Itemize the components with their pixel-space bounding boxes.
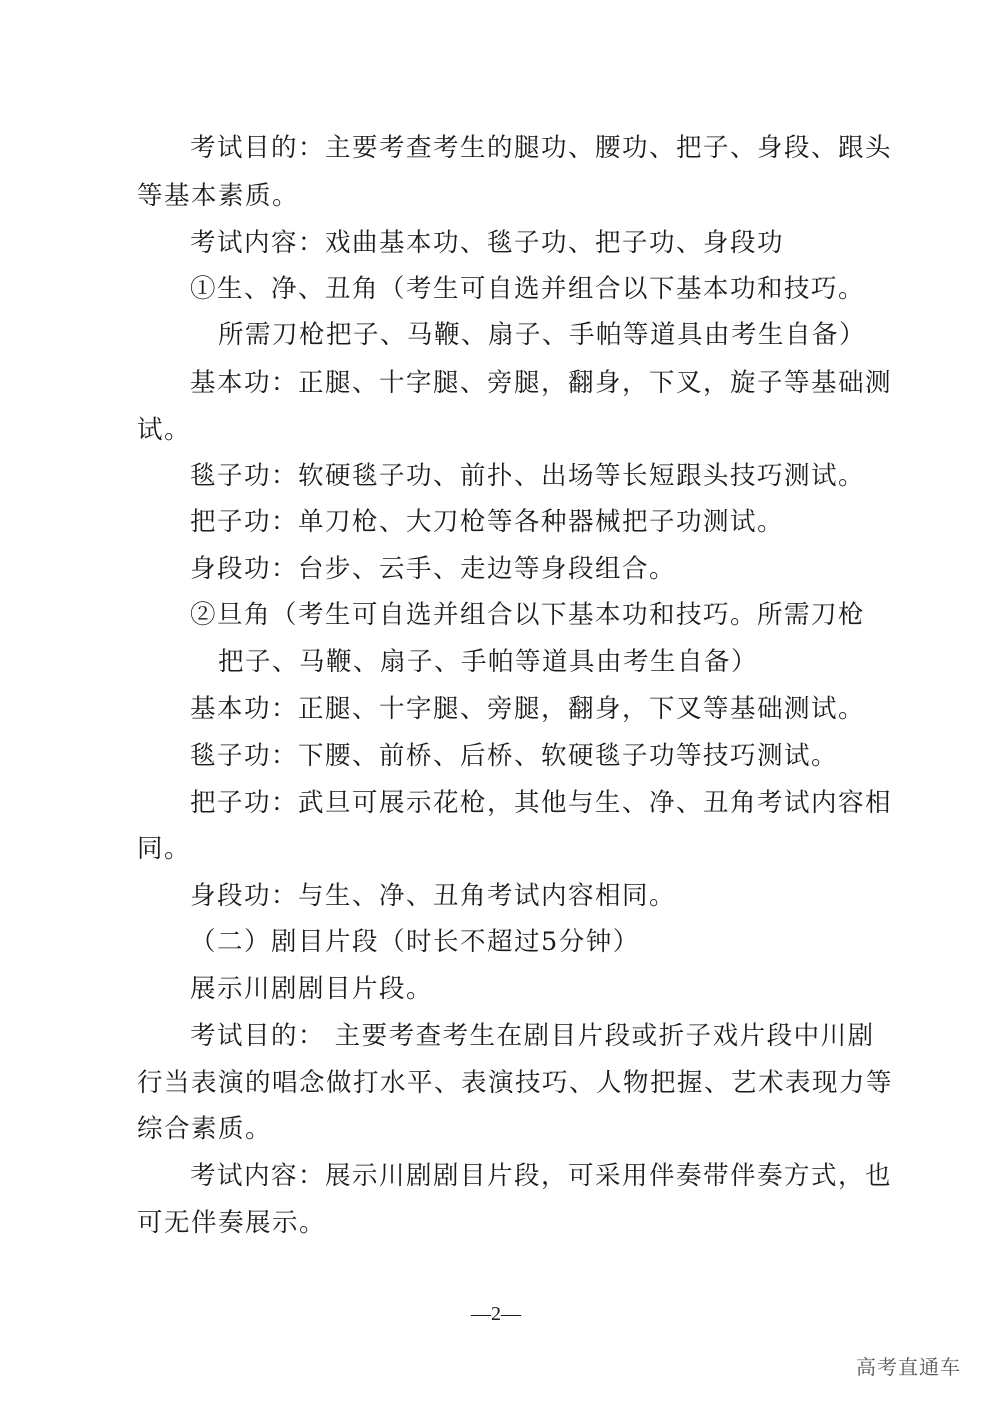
text-line: ①生、净、丑角（考生可自选并组合以下基本功和技巧。 — [190, 274, 866, 304]
text-line: 把子、马鞭、扇子、手帕等道具由考生自备） — [218, 647, 759, 677]
text-line: 把子功：武旦可展示花枪，其他与生、净、丑角考试内容相 — [190, 788, 893, 818]
section-heading: （二）剧目片段（时长不超过5分钟） — [190, 927, 640, 957]
text-line: 把子功：单刀枪、大刀枪等各种器械把子功测试。 — [190, 507, 785, 537]
text-line: 毯子功：下腰、前桥、后桥、软硬毯子功等技巧测试。 — [190, 741, 839, 771]
text-line: 基本功：正腿、十字腿、旁腿，翻身，下叉等基础测试。 — [190, 694, 866, 724]
text-line: 考试目的： 主要考查考生在剧目片段或折子戏片段中川剧 — [190, 1021, 875, 1051]
text-line: 同。 — [137, 834, 192, 864]
text-line: 行当表演的唱念做打水平、表演技巧、人物把握、艺术表现力等 — [137, 1068, 894, 1098]
text-line: 身段功：与生、净、丑角考试内容相同。 — [190, 881, 677, 911]
text-line: 可无伴奏展示。 — [137, 1208, 327, 1238]
text-line: 综合素质。 — [137, 1114, 273, 1144]
text-line: 试。 — [137, 415, 192, 445]
text-line: 考试内容：展示川剧剧目片段，可采用伴奏带伴奏方式，也 — [190, 1161, 893, 1191]
watermark-text: 高考直通车 — [856, 1355, 961, 1379]
text-line: 毯子功：软硬毯子功、前扑、出场等长短跟头技巧测试。 — [190, 461, 866, 491]
text-line: 身段功：台步、云手、走边等身段组合。 — [190, 554, 677, 584]
text-line: 考试内容：戏曲基本功、毯子功、把子功、身段功 — [190, 228, 785, 258]
text-line: 考试目的：主要考查考生的腿功、腰功、把子、身段、跟头 — [190, 133, 893, 163]
text-line: 展示川剧剧目片段。 — [190, 974, 434, 1004]
text-line: 基本功：正腿、十字腿、旁腿，翻身，下叉，旋子等基础测 — [190, 368, 893, 398]
text-line: 等基本素质。 — [137, 181, 300, 211]
text-line: ②旦角（考生可自选并组合以下基本功和技巧。所需刀枪 — [190, 600, 866, 630]
text-line: 所需刀枪把子、马鞭、扇子、手帕等道具由考生自备） — [218, 320, 867, 350]
page-number: —2— — [471, 1303, 521, 1325]
